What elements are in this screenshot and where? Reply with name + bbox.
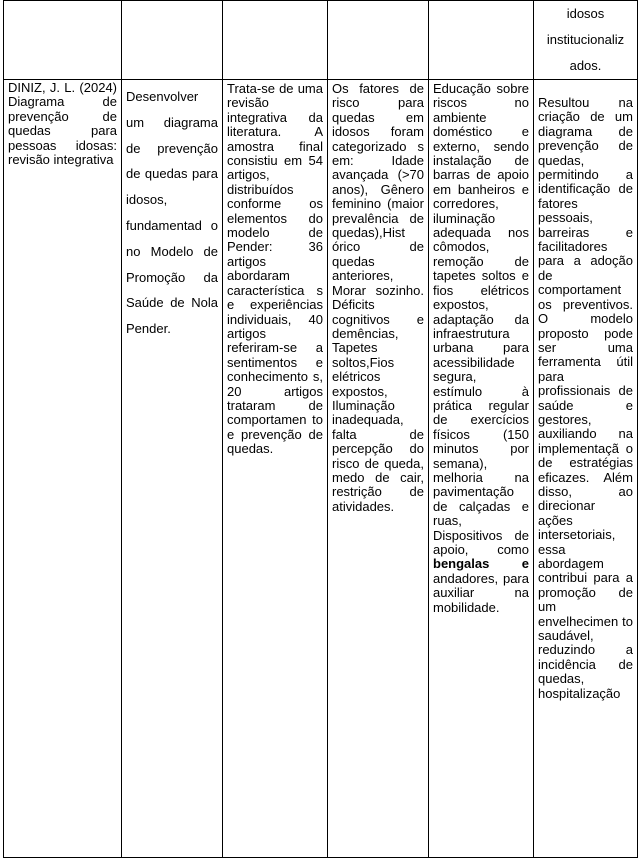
cell-previous-results bbox=[534, 1, 638, 80]
cell-objective bbox=[122, 80, 223, 858]
cell-empty bbox=[4, 1, 122, 80]
cell-empty bbox=[429, 1, 534, 80]
risk-factors-text: Os fatores de risco para quedas em idosos foram categorizado s em: Idade avançada (>70 anos), Gênero feminino (maior prevalência de quedas),Hist órico de quedas anteriores, Morar sozinho. Déficits cognitivos e demências, Tapetes soltos,Fios elétricos expostos, Iluminação inadequada, falta de percepção do risco de queda, medo de cair, restrição de atividades. bbox=[332, 81, 424, 514]
cell-empty bbox=[122, 1, 223, 80]
cell-interventions bbox=[429, 80, 534, 858]
cell-empty bbox=[223, 1, 328, 80]
cell-risk-factors bbox=[328, 80, 429, 858]
interventions-text: Educação sobre riscos no ambiente doméstico e externo, sendo instalação de barras de apoio em banheiros e corredores, iluminação adequada nos cômodos, remoção de tapetes soltos e fios elétricos expostos, adaptação da infraestrutura urbana para acessibilidade segura, estímulo à prática regular de exercícios físicos (150 minutos por semana), melhoria na pavimentação de calçadas e ruas, Dispositivos de apoio, como bbox=[433, 81, 529, 557]
cell-method bbox=[223, 80, 328, 858]
cell-empty bbox=[328, 1, 429, 80]
previous-results-text: idosos institucionaliz ados. bbox=[546, 6, 625, 73]
method-text: Trata-se de uma revisão integrativa da literatura. A amostra final consistiu em 54 artigos, distribuídos conforme os elementos do modelo de Pender: 36 artigos abordaram característica s e experiências individuais, 40 artigos referiram-se a sentimentos e conhecimento s, 20 artigos trataram de comportamen to e prevenção de quedas. bbox=[227, 81, 323, 457]
results-text: Resultou na criação de um diagrama de prevenção de quedas, permitindo a identificação de fatores pessoais, barreiras e facilitadores para a adoção de comportament os preventivos. O modelo proposto pode ser uma ferramenta útil para profissionais de saúde e gestores, auxiliando na implementaçã o de estratégias eficazes. Além disso, ao direcionar ações intersetoriais, essa abordagem contribui para a promoção de um envelhecimen to saudável, reduzindo a incidência de quedas, hospitalização bbox=[538, 95, 633, 701]
reference-text: DINIZ, J. L. (2024) Diagrama de prevenção de quedas para pessoas idosas: revisão integrativa bbox=[8, 80, 117, 168]
objective-text: Desenvolver um diagrama de prevenção de quedas para idosos, fundamentad o no Modelo de Promoção da Saúde de Nola Pender. bbox=[126, 89, 218, 337]
table-row-previous bbox=[4, 1, 638, 80]
interventions-text-end: andadores, para auxiliar na mobilidade. bbox=[433, 570, 529, 615]
table-row-diniz bbox=[4, 80, 638, 858]
cell-reference bbox=[4, 80, 122, 858]
review-table bbox=[3, 0, 638, 858]
cell-results bbox=[534, 80, 638, 858]
interventions-bold-text: bengalas e bbox=[433, 556, 529, 572]
